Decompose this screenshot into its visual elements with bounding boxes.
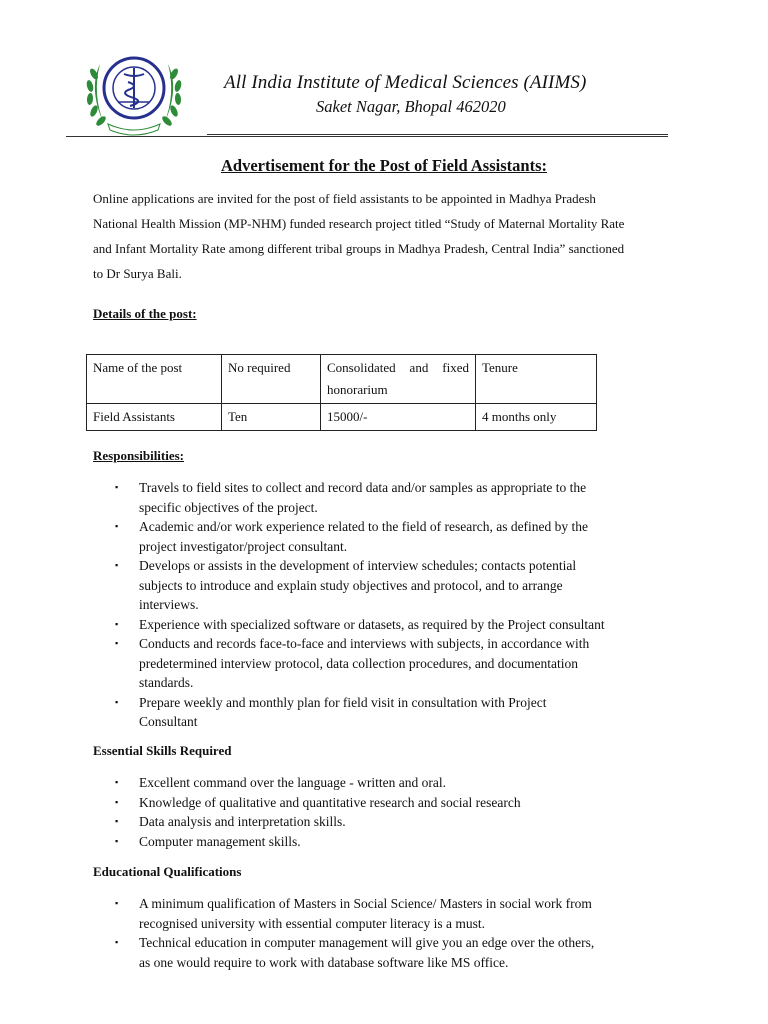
responsibilities-heading: Responsibilities: xyxy=(93,448,185,463)
page-title: Advertisement for the Post of Field Assistants: xyxy=(221,156,547,175)
header-divider xyxy=(66,136,668,137)
post-details-table xyxy=(86,354,597,431)
bullet-icon: ▪ xyxy=(115,937,119,947)
table-row xyxy=(87,404,597,431)
bullet-icon: ▪ xyxy=(115,482,119,492)
aiims-logo xyxy=(78,44,190,140)
list-item-text: recognised university with essential computer literacy is a must. xyxy=(139,915,486,931)
education-list xyxy=(93,894,693,972)
intro-line: National Health Mission (MP-NHM) funded research project titled “Study of Maternal Mortality Rate xyxy=(93,216,625,231)
list-item xyxy=(93,478,693,517)
list-item-text: subjects to introduce and explain study objectives and protocol, and to arrange xyxy=(139,577,563,593)
bullet-icon: ▪ xyxy=(115,618,119,629)
list-item xyxy=(93,615,693,635)
list-item-text: A minimum qualification of Masters in Social Science/ Masters in social work from xyxy=(139,896,592,911)
list-item-text: Technical education in computer management will give you an edge over the others, xyxy=(139,935,595,950)
list-item xyxy=(93,693,693,732)
list-item-text: project investigator/project consultant. xyxy=(139,538,348,554)
bullet-icon: ▪ xyxy=(115,898,119,908)
table-cell: Field Assistants xyxy=(87,404,222,431)
bullet-icon: ▪ xyxy=(115,638,119,648)
list-item-text: Experience with specialized software or datasets, as required by the Project consultant xyxy=(139,616,605,632)
list-item xyxy=(93,894,693,933)
table-header-cell: Tenure xyxy=(476,355,597,404)
intro-line: Online applications are invited for the post of field assistants to be appointed in Madhya Pradesh xyxy=(93,191,596,206)
table-cell: 4 months only xyxy=(476,404,597,431)
bullet-icon: ▪ xyxy=(115,560,119,570)
list-item-text: standards. xyxy=(139,675,194,690)
header-underline xyxy=(207,134,668,135)
skills-heading: Essential Skills Required xyxy=(93,743,232,758)
list-item xyxy=(93,773,693,793)
list-item xyxy=(93,793,693,813)
table-header-cell: Consolidated and fixed honorarium xyxy=(321,355,476,404)
list-item-text: predetermined interview protocol, data collection procedures, and documentation xyxy=(139,655,578,671)
list-item-text: as one would require to work with database software like MS office. xyxy=(139,954,509,970)
institute-address: Saket Nagar, Bhopal 462020 xyxy=(316,97,506,116)
skills-list xyxy=(93,773,693,851)
table-cell: 15000/- xyxy=(321,404,476,431)
list-item xyxy=(93,634,693,693)
intro-line: to Dr Surya Bali. xyxy=(93,266,182,281)
list-item-text: Develops or assists in the development of interview schedules; contacts potential xyxy=(139,558,577,573)
table-cell: Ten xyxy=(222,404,321,431)
list-item-text: Consultant xyxy=(139,714,198,729)
list-item xyxy=(93,812,693,832)
list-item xyxy=(93,832,693,852)
list-item-text: Computer management skills. xyxy=(139,833,301,849)
list-item xyxy=(93,517,693,556)
bullet-icon: ▪ xyxy=(115,777,119,787)
bullet-icon: ▪ xyxy=(115,521,119,531)
motto-ribbon xyxy=(108,124,160,135)
bullet-icon: ▪ xyxy=(115,796,119,807)
list-item-text: Excellent command over the language - written and oral. xyxy=(139,775,447,790)
list-item-text: interviews. xyxy=(139,597,199,612)
list-item-text: Knowledge of qualitative and quantitative research and social research xyxy=(139,794,521,810)
intro-paragraph xyxy=(93,186,677,286)
list-item-text: Travels to field sites to collect and record data and/or samples as appropriate to the xyxy=(139,480,587,495)
list-item-text: specific objectives of the project. xyxy=(139,499,318,515)
list-item-text: Prepare weekly and monthly plan for field visit in consultation with Project xyxy=(139,694,547,710)
bullet-icon: ▪ xyxy=(115,696,119,707)
list-item-text: Academic and/or work experience related to the field of research, as defined by the xyxy=(139,519,589,534)
bullet-icon: ▪ xyxy=(115,816,119,826)
bullet-icon: ▪ xyxy=(115,835,119,846)
list-item xyxy=(93,556,693,615)
details-heading: Details of the post: xyxy=(93,306,197,321)
education-heading: Educational Qualifications xyxy=(93,864,242,879)
responsibilities-list xyxy=(93,478,693,732)
table-header-row xyxy=(87,355,597,404)
table-header-cell: No required xyxy=(222,355,321,404)
list-item xyxy=(93,933,693,972)
institute-name: All India Institute of Medical Sciences (AIIMS) xyxy=(224,72,587,93)
list-item-text: Data analysis and interpretation skills. xyxy=(139,814,346,829)
intro-line: and Infant Mortality Rate among different tribal groups in Madhya Pradesh, Central India” sanctioned xyxy=(93,241,625,256)
list-item-text: Conducts and records face-to-face and interviews with subjects, in accordance with xyxy=(139,636,590,651)
table-header-cell: Name of the post xyxy=(87,355,222,404)
